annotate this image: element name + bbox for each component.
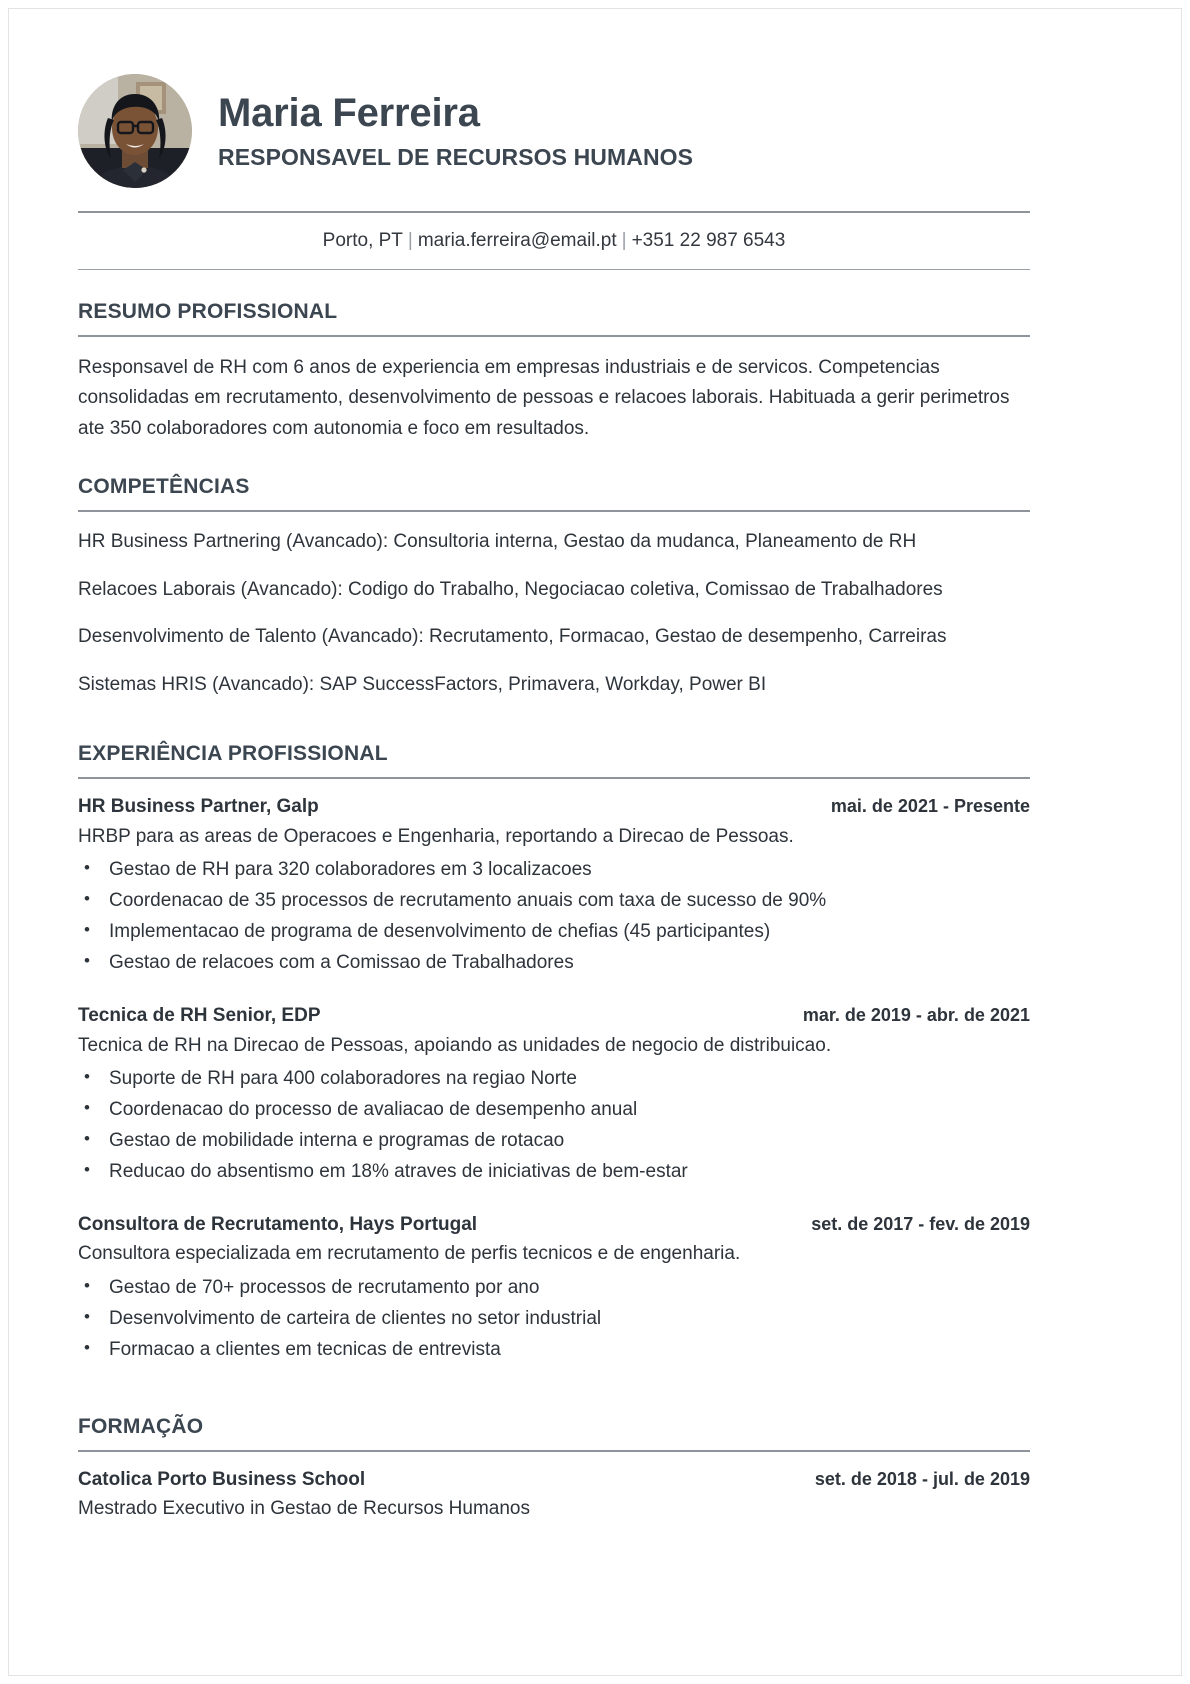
contact-divider <box>78 269 1030 270</box>
page-title: Maria Ferreira <box>218 91 480 136</box>
header-text-block <box>218 91 1030 170</box>
professional-headline: RESPONSAVEL DE RECURSOS HUMANOS <box>218 144 694 171</box>
education-school: Catolica Porto Business School <box>78 1468 366 1490</box>
summary-text: Responsavel de RH com 6 anos de experiencia em empresas industriais e de servicos. Competencias consolidadas em recrutamento, desenvolvimento de pessoas e relacoes laborais. Habituada a gerir perimetros ate 350 colaboradores com autonomia e foco em resultados. <box>78 356 1010 440</box>
experience-entry <box>78 795 1030 978</box>
experience-entry <box>78 1004 1030 1187</box>
job-bullet: • Coordenacao de 35 processos de recrutamento anuais com taxa de sucesso de 90% <box>78 887 1030 916</box>
section-skills <box>78 475 1030 698</box>
profile-photo-icon <box>78 74 192 188</box>
section-title-summary: RESUMO PROFISSIONAL <box>78 299 338 323</box>
skill-line: Relacoes Laborais (Avancado): Codigo do Trabalho, Negociacao coletiva, Comissao de Trabalhadores <box>78 578 943 600</box>
contact-location: Porto, PT <box>322 230 403 251</box>
experience-entry-header <box>78 1213 1030 1238</box>
job-bullets <box>78 1065 1030 1187</box>
job-bullet: • Suporte de RH para 400 colaboradores na regiao Norte <box>78 1065 1030 1094</box>
job-bullets <box>78 1274 1030 1365</box>
job-description: Consultora especializada em recrutamento de perfis tecnicos e de engenharia. <box>78 1243 741 1265</box>
section-summary <box>78 300 1030 445</box>
section-rule-experience <box>78 777 1030 779</box>
section-title-experience: EXPERIÊNCIA PROFISSIONAL <box>78 742 388 766</box>
job-bullet: • Implementacao de programa de desenvolvimento de chefias (45 participantes) <box>78 918 1030 947</box>
education-dates: set. de 2018 - jul. de 2019 <box>814 1468 1030 1489</box>
job-bullet: • Gestao de relacoes com a Comissao de Trabalhadores <box>78 949 1030 978</box>
experience-entry <box>78 1213 1030 1365</box>
job-bullet: • Gestao de 70+ processos de recrutamento por ano <box>78 1274 1030 1303</box>
skill-line: HR Business Partnering (Avancado): Consultoria interna, Gestao da mudanca, Planeamento de RH <box>78 530 917 552</box>
resume-header <box>78 74 1030 198</box>
job-dates: set. de 2017 - fev. de 2019 <box>811 1213 1030 1234</box>
contact-email[interactable]: maria.ferreira@email.pt <box>417 230 617 251</box>
experience-entry-header <box>78 795 1030 820</box>
job-title: HR Business Partner, Galp <box>78 796 319 818</box>
job-description: Tecnica de RH na Direcao de Pessoas, apoiando as unidades de negocio de distribuicao. <box>78 1034 832 1056</box>
resume-content <box>78 74 1030 1523</box>
job-title: Tecnica de RH Senior, EDP <box>78 1004 321 1026</box>
job-title: Consultora de Recrutamento, Hays Portugal <box>78 1213 478 1235</box>
education-entry-header <box>78 1468 1030 1493</box>
contact-phone[interactable]: +351 22 987 6543 <box>631 230 786 251</box>
job-dates: mai. de 2021 - Presente <box>830 796 1030 817</box>
job-bullet: • Desenvolvimento de carteira de clientes no setor industrial <box>78 1305 1030 1334</box>
job-bullet: • Gestao de RH para 320 colaboradores em 3 localizacoes <box>78 856 1030 885</box>
skill-line: Desenvolvimento de Talento (Avancado): Recrutamento, Formacao, Gestao de desempenho, Carreiras <box>78 626 947 648</box>
education-degree: Mestrado Executivo in Gestao de Recursos Humanos <box>78 1498 530 1520</box>
section-rule-skills <box>78 510 1030 512</box>
section-rule-summary <box>78 335 1030 337</box>
job-bullet: • Coordenacao do processo de avaliacao de desempenho anual <box>78 1096 1030 1125</box>
section-title-education: FORMAÇÃO <box>78 1414 204 1438</box>
skill-line: Sistemas HRIS (Avancado): SAP SuccessFactors, Primavera, Workday, Power BI <box>78 673 767 695</box>
contact-line <box>78 213 1030 269</box>
skills-list <box>78 528 1030 698</box>
education-entry <box>78 1468 1030 1523</box>
contact-separator-2: | <box>621 230 627 251</box>
job-bullet: • Reducao do absentismo em 18% atraves de iniciativas de bem-estar <box>78 1158 1030 1187</box>
section-rule-education <box>78 1450 1030 1452</box>
job-bullets <box>78 856 1030 978</box>
section-title-skills: COMPETÊNCIAS <box>78 474 250 498</box>
section-education <box>78 1415 1030 1523</box>
experience-entry-header <box>78 1004 1030 1029</box>
job-bullet: • Gestao de mobilidade interna e programas de rotacao <box>78 1127 1030 1156</box>
avatar <box>78 74 192 188</box>
job-description: HRBP para as areas de Operacoes e Engenharia, reportando a Direcao de Pessoas. <box>78 825 794 847</box>
section-experience <box>78 742 1030 1364</box>
job-bullet: • Formacao a clientes em tecnicas de entrevista <box>78 1336 1030 1365</box>
contact-separator-1: | <box>407 230 413 251</box>
job-dates: mar. de 2019 - abr. de 2021 <box>802 1004 1030 1025</box>
